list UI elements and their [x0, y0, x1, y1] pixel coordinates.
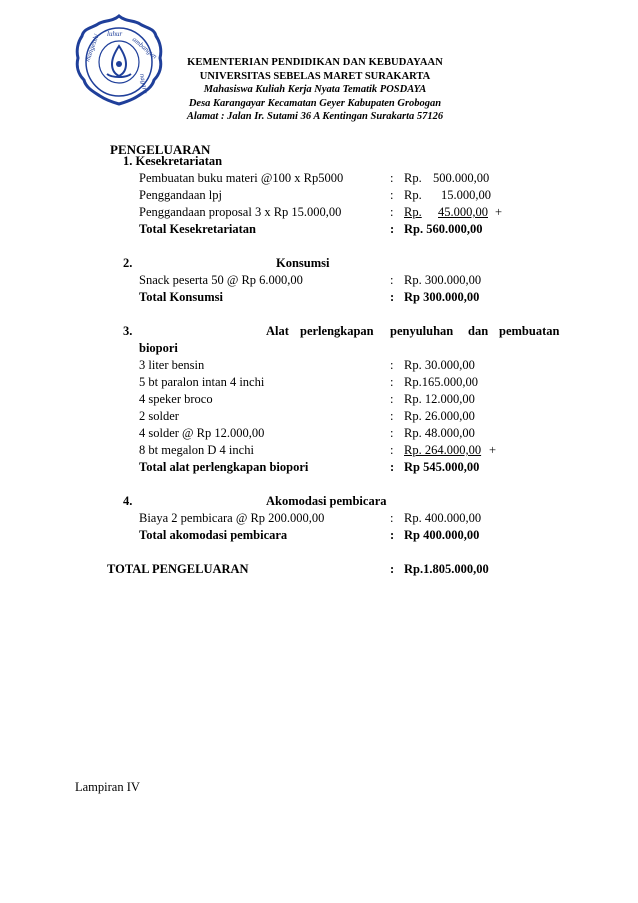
sec1-total-label: Total Kesekretariatan: [139, 222, 257, 236]
sec3-item-colon: :: [390, 409, 394, 423]
svg-text:nagara: nagara: [138, 72, 150, 95]
sec1-item-colon: :: [390, 188, 394, 202]
sec4-total-label: Total akomodasi pembicara: [139, 528, 288, 542]
sec1-item-desc: Penggandaan proposal 3 x Rp 15.000,00: [139, 205, 342, 219]
sec3-heading-word: Alat: [266, 324, 289, 338]
sec3-plus-sign: +: [489, 443, 497, 457]
sec4-number: 4.: [123, 494, 133, 508]
letterhead-address: Alamat : Jalan Ir. Sutami 36 A Kentingan Surakarta 57126: [186, 111, 444, 122]
sec3-heading-word: dan: [468, 324, 489, 338]
sec4-total-colon: :: [390, 528, 395, 542]
sec1-item-currency: Rp.: [404, 171, 422, 185]
sec3-item-desc: 4 solder @ Rp 12.000,00: [139, 426, 265, 440]
grand-total-value: Rp.1.805.000,00: [404, 562, 489, 576]
sec4-total-value: Rp 400.000,00: [404, 528, 480, 542]
sec1-item-colon: :: [390, 205, 394, 219]
sec2-total-label: Total Konsumsi: [139, 290, 223, 304]
sec3-heading-continued: biopori: [139, 341, 178, 355]
sec1-item-currency: Rp.: [404, 205, 422, 219]
sec1-total-colon: :: [390, 222, 395, 236]
svg-text:ambangun: ambangun: [130, 35, 159, 61]
letterhead: [165, 56, 465, 124]
grand-total-colon: :: [390, 562, 395, 576]
sec3-item-value: Rp. 26.000,00: [404, 409, 475, 423]
sec1-item-amount: 500.000,00: [433, 171, 490, 185]
svg-text:mangesthi: mangesthi: [83, 32, 101, 63]
sec3-item-value: Rp. 48.000,00: [404, 426, 475, 440]
university-seal-icon: [74, 12, 164, 107]
sec3-heading-word: perlengkapan: [300, 324, 374, 338]
sec3-item-colon: :: [390, 358, 394, 372]
sec3-item-value: Rp.165.000,00: [404, 375, 478, 389]
sec3-number: 3.: [123, 324, 133, 338]
sec4-item-desc: Biaya 2 pembicara @ Rp 200.000,00: [139, 511, 325, 525]
letterhead-university: UNIVERSITAS SEBELAS MARET SURAKARTA: [199, 70, 431, 82]
sec1-item-amount: 45.000,00: [438, 205, 488, 219]
sec3-total-label: Total alat perlengkapan biopori: [139, 460, 309, 474]
sec3-item-value: Rp. 30.000,00: [404, 358, 475, 372]
sec3-item-value: Rp. 264.000,00: [404, 443, 482, 457]
footer-appendix-label: Lampiran IV: [75, 780, 140, 794]
sec4-item-value: Rp. 400.000,00: [404, 511, 482, 525]
letterhead-program: Mahasiswa Kuliah Kerja Nyata Tematik POSDAYA: [203, 84, 427, 95]
sec2-item-value: Rp. 300.000,00: [404, 273, 482, 287]
sec3-item-colon: :: [390, 375, 394, 389]
sec2-total-value: Rp 300.000,00: [404, 290, 480, 304]
sec1-total-value: Rp. 560.000,00: [404, 222, 483, 236]
letterhead-ministry: KEMENTERIAN PENDIDIKAN DAN KEBUDAYAAN: [187, 57, 443, 68]
sec3-item-colon: :: [390, 443, 394, 457]
sec1-plus-sign: +: [495, 205, 503, 219]
sec3-item-value: Rp. 12.000,00: [404, 392, 475, 406]
sec1-item-desc: Penggandaan lpj: [139, 188, 222, 202]
letterhead-village: Desa Karangayar Kecamatan Geyer Kabupaten Grobogan: [188, 97, 442, 109]
sec2-item-colon: :: [390, 273, 394, 287]
section-title: PENGELUARAN: [110, 142, 211, 157]
sec3-item-desc: 2 solder: [139, 409, 179, 423]
sec3-heading-word: penyuluhan: [390, 324, 454, 338]
sec3-item-desc: 8 bt megalon D 4 inchi: [139, 443, 254, 457]
sec4-item-colon: :: [390, 511, 394, 525]
sec1-item-colon: :: [390, 171, 394, 185]
sec3-item-colon: :: [390, 426, 394, 440]
sec3-item-desc: 4 speker broco: [139, 392, 213, 406]
sec1-item-currency: Rp.: [404, 188, 422, 202]
sec2-item-desc: Snack peserta 50 @ Rp 6.000,00: [139, 273, 303, 287]
sec3-item-desc: 3 liter bensin: [139, 358, 205, 372]
sec4-heading: Akomodasi pembicara: [266, 494, 387, 508]
sec3-item-colon: :: [390, 392, 394, 406]
grand-total-label: TOTAL PENGELUARAN: [107, 562, 249, 576]
sec3-total-colon: :: [390, 460, 395, 474]
sec1-heading: 1. Kesekretariatan: [123, 154, 223, 168]
sec2-total-colon: :: [390, 290, 395, 304]
sec3-total-value: Rp 545.000,00: [404, 460, 480, 474]
sec3-item-desc: 5 bt paralon intan 4 inchi: [139, 375, 265, 389]
svg-text:luhur: luhur: [107, 30, 123, 38]
sec2-number: 2.: [123, 256, 133, 270]
sec1-item-desc: Pembuatan buku materi @100 x Rp5000: [139, 171, 344, 185]
sec1-item-amount: 15.000,00: [441, 188, 491, 202]
sec3-heading-word: pembuatan: [499, 324, 560, 338]
sec2-heading: Konsumsi: [276, 256, 330, 270]
